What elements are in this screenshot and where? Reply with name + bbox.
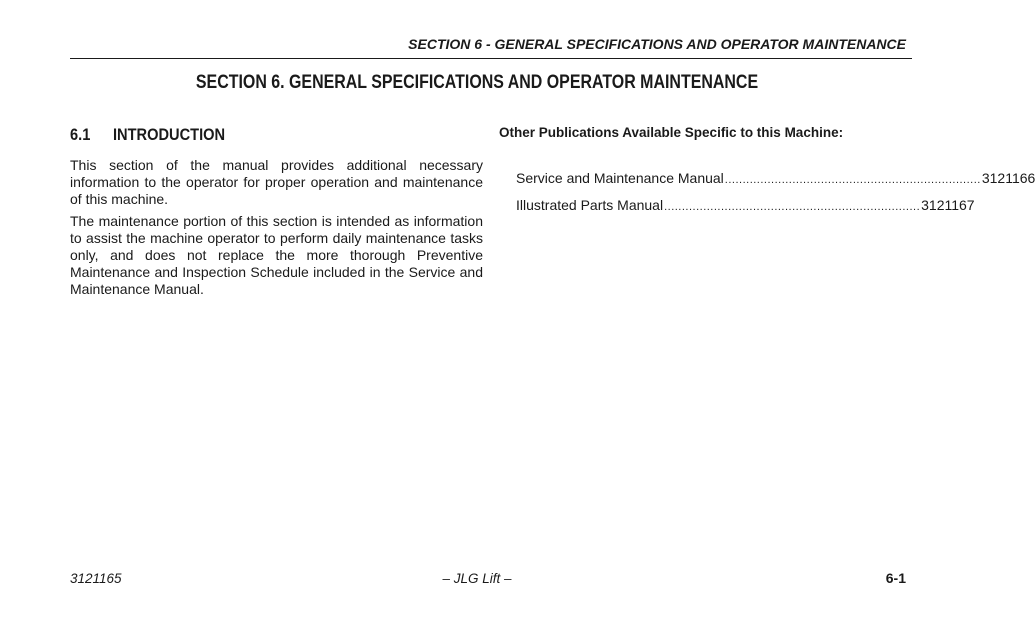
- publication-title: Service and Maintenance Manual: [516, 170, 724, 186]
- running-header: SECTION 6 - GENERAL SPECIFICATIONS AND OPERATOR MAINTENANCE: [408, 36, 906, 52]
- list-item: [516, 197, 975, 224]
- heading-text: INTRODUCTION: [113, 125, 226, 144]
- dot-leader: ........................................................................: [664, 201, 921, 213]
- introduction-column: [70, 125, 483, 303]
- introduction-heading: [70, 125, 425, 145]
- publications-column: [499, 125, 1035, 224]
- intro-paragraph-2: The maintenance portion of this section is intended as information to assist the machine operator to perform daily maintenance tasks only, and does not replace the more thorough Preventive Maintenance and Inspection Schedule included in the Service and Maintenance Manual.: [70, 213, 483, 297]
- header-rule: [70, 58, 912, 59]
- footer-doc-number: 3121165: [70, 571, 122, 586]
- intro-paragraph-1: This section of the manual provides additional necessary information to the operator for proper operation and maintenance of this machine.: [70, 157, 483, 207]
- heading-number: 6.1: [70, 125, 91, 144]
- publication-title: Illustrated Parts Manual: [516, 197, 664, 213]
- publications-heading: Other Publications Available Specific to this Machine:: [499, 125, 844, 140]
- publication-number: 3121167: [921, 197, 975, 213]
- section-title: SECTION 6. GENERAL SPECIFICATIONS AND OPERATOR MAINTENANCE: [195, 72, 759, 93]
- publication-number: 3121166: [981, 170, 1035, 186]
- publications-list: [516, 170, 1035, 224]
- list-item: [516, 170, 1035, 197]
- page-number: 6-1: [885, 570, 906, 586]
- dot-leader: ........................................................................: [724, 174, 981, 186]
- footer-brand: – JLG Lift –: [442, 571, 512, 586]
